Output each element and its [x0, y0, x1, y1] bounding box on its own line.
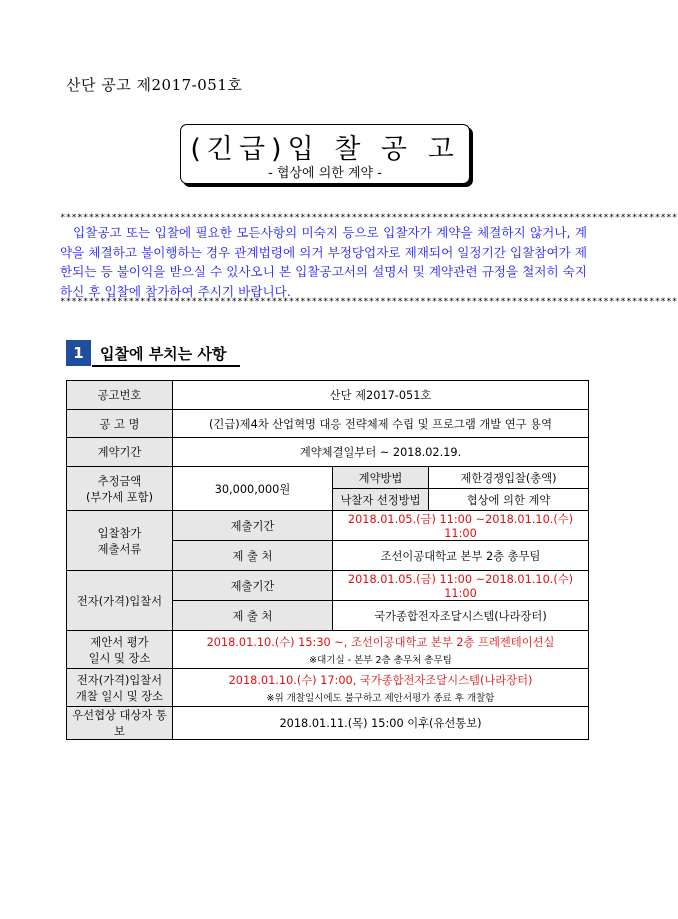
star-divider-top: ************************************************************************************************************: [60, 213, 678, 223]
label-bid-documents: [67, 511, 173, 571]
value-proposal-eval: [173, 631, 589, 669]
label-bid-documents-line1: 입찰참가: [97, 526, 142, 540]
label-bid-opening: [67, 669, 173, 707]
label-docs-place: 제 출 처: [173, 541, 333, 571]
value-estimated-amount: 30,000,000원: [173, 467, 333, 511]
value-bid-opening: [173, 669, 589, 707]
label-contract-method: 계약방법: [333, 467, 429, 489]
value-notice-no: 산단 제2017-051호: [173, 381, 589, 410]
label-e-bid: 전자(가격)입찰서: [67, 571, 173, 631]
label-bid-opening-line1: 전자(가격)입찰서: [76, 673, 163, 687]
label-ebid-period: 제출기간: [173, 571, 333, 601]
label-proposal-eval-line2: 일시 및 장소: [88, 651, 151, 665]
bid-opening-datetime: 2018.01.10.(수) 17:00, 국가종합전자조달시스템(나라장터): [228, 673, 533, 687]
table-row: [67, 631, 589, 669]
label-estimated-amount-line1: 추정금액: [97, 474, 142, 488]
proposal-eval-datetime: 2018.01.10.(수) 15:30 ~, 조선이공대학교 본부 2층 프레젠테이션실: [206, 635, 555, 649]
section-number: 1: [66, 340, 91, 366]
section-heading: [66, 340, 240, 366]
value-contract-period: 계약체결일부터 ~ 2018.02.19.: [173, 438, 589, 467]
document-subtitle: - 협상에 의한 계약 -: [268, 166, 382, 181]
proposal-eval-note: ※대기실 - 본부 2층 총무처 총무팀: [309, 654, 452, 666]
document-title: (긴급)입 찰 공 고: [190, 134, 460, 165]
label-ebid-place: 제 출 처: [173, 601, 333, 631]
bid-info-table: [66, 380, 589, 740]
star-divider-bottom: ************************************************************************************************************: [60, 297, 678, 307]
label-bid-opening-line2: 개찰 일시 및 장소: [75, 689, 164, 703]
label-proposal-eval-line1: 제안서 평가: [90, 635, 149, 649]
table-row: [67, 381, 589, 410]
label-priority-notice: 우선협상 대상자 통보: [67, 707, 173, 740]
notice-number: 산단 공고 제2017-051호: [66, 76, 243, 94]
table-row: [67, 571, 589, 601]
warning-text: [60, 223, 587, 301]
table-row: [67, 707, 589, 740]
title-box: [180, 124, 470, 184]
table-row: [67, 511, 589, 541]
bid-opening-note: ※위 개찰일시에도 불구하고 제안서평가 종료 후 개찰함: [266, 692, 495, 704]
label-estimated-amount-line2: (부가세 포함): [86, 490, 153, 504]
label-selection-method: 낙찰자 선정방법: [333, 489, 429, 511]
label-contract-period: 계약기간: [67, 438, 173, 467]
value-notice-title: (긴급)제4차 산업혁명 대응 전략체제 수립 및 프로그램 개발 연구 용역: [173, 410, 589, 438]
table-row: [67, 669, 589, 707]
value-ebid-period: 2018.01.05.(금) 11:00 ~2018.01.10.(수) 11:00: [333, 571, 589, 601]
section-underline: [92, 365, 240, 367]
label-notice-title: 공 고 명: [67, 410, 173, 438]
label-estimated-amount: [67, 467, 173, 511]
value-contract-method: 제한경쟁입찰(총액): [429, 467, 589, 489]
label-proposal-eval: [67, 631, 173, 669]
label-notice-no: 공고번호: [67, 381, 173, 410]
value-docs-period: 2018.01.05.(금) 11:00 ~2018.01.10.(수) 11:00: [333, 511, 589, 541]
table-row: [67, 467, 589, 489]
table-row: [67, 438, 589, 467]
value-selection-method: 협상에 의한 계약: [429, 489, 589, 511]
value-docs-place: 조선이공대학교 본부 2층 총무팀: [333, 541, 589, 571]
label-docs-period: 제출기간: [173, 511, 333, 541]
label-bid-documents-line2: 제출서류: [97, 542, 142, 556]
value-priority-notice: 2018.01.11.(목) 15:00 이후(유선통보): [173, 707, 589, 740]
warning-body: 입찰공고 또는 입찰에 필요한 모든사항의 미숙지 등으로 입찰자가 계약을 체결하지 않거나, 계약을 체결하고 불이행하는 경우 관계법령에 의거 부정당업자로 제재되어 일정기간 입찰참여가 제한되는 등 불이익을 받으실 수 있사오니 본 입찰공고서의 설명서 및 계약관련 규정을 철저히 숙지하신 후 입찰에 참가하여 주시기 바랍니다.: [60, 225, 587, 299]
table-row: [67, 410, 589, 438]
value-ebid-place: 국가종합전자조달시스템(나라장터): [333, 601, 589, 631]
section-title: 입찰에 부치는 사항: [100, 345, 227, 363]
